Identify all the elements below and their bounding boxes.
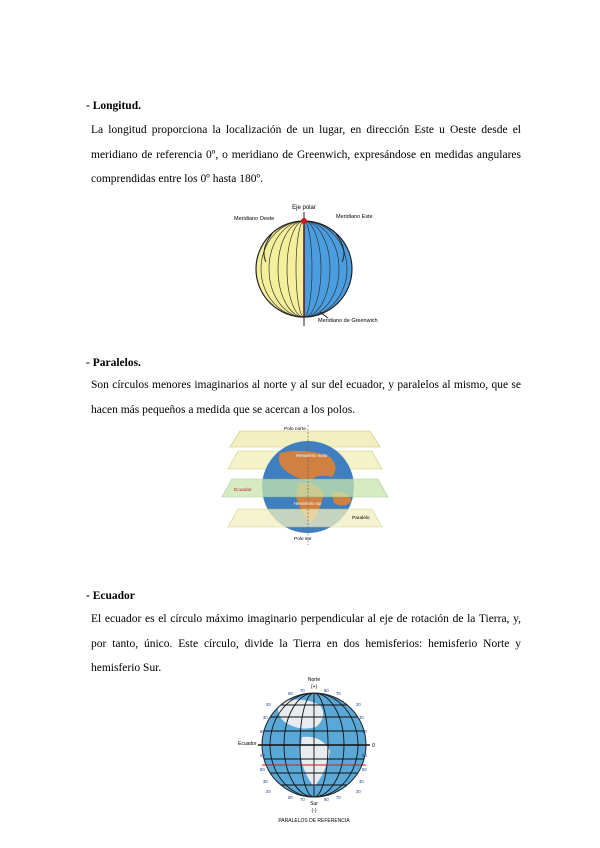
degree-label: 60 xyxy=(288,691,293,696)
degree-label: 70 xyxy=(336,795,341,800)
figure-parallels-planes xyxy=(220,423,390,548)
parallels-svg xyxy=(220,423,390,548)
label-sur: Sur xyxy=(310,801,318,807)
degree-label: 80 xyxy=(324,688,329,693)
label-norte: Norte xyxy=(307,677,321,683)
degree-label: 50 xyxy=(362,729,367,734)
degree-label: 70 xyxy=(300,688,305,693)
longitude-globe-svg xyxy=(232,200,382,332)
label-eje-polar: Eje polar xyxy=(292,205,316,211)
degree-label: 60 xyxy=(362,753,367,758)
degree-label: 50 xyxy=(260,767,265,772)
heading-paralelos: - Paralelos. xyxy=(86,357,141,369)
degree-label: 20 xyxy=(356,702,361,707)
symbol-minus: (-) xyxy=(311,808,317,814)
figure-reference-parallels xyxy=(238,673,378,823)
degree-label: 30 xyxy=(359,779,364,784)
degree-label: 30 xyxy=(263,779,268,784)
label-meridiano-este: Meridiano Este xyxy=(336,214,373,220)
symbol-zero: 0 xyxy=(372,743,376,749)
degree-label: 30 xyxy=(263,715,268,720)
symbol-plus: (+) xyxy=(310,684,318,690)
label-meridiano-oeste: Meridiano Oeste xyxy=(234,216,275,222)
label-paralelo: Paralelo xyxy=(352,516,370,521)
degree-label: 50 xyxy=(260,729,265,734)
label-polo-norte: Polo norte xyxy=(284,427,306,432)
degree-label: 60 xyxy=(260,753,265,758)
paragraph-paralelos: Son círculos menores imaginarios al norte y al sur del ecuador, y paralelos al mismo, que se hacen más pequeños a medida que se acercan a los polos. xyxy=(91,379,521,416)
degree-label: 30 xyxy=(359,715,364,720)
degree-label: 80 xyxy=(324,797,329,802)
reference-parallels-svg xyxy=(238,673,378,823)
label-ecuador-3: Ecuador xyxy=(238,741,257,747)
figure-longitude-globe xyxy=(232,200,382,332)
degree-label: 70 xyxy=(300,797,305,802)
caption-paralelos: PARALELOS DE REFERENCIA xyxy=(278,818,350,823)
label-greenwich: Meridiano de Greenwich xyxy=(318,318,378,324)
heading-ecuador: - Ecuador xyxy=(86,590,135,602)
degree-label: 20 xyxy=(266,702,271,707)
degree-label: 60 xyxy=(288,795,293,800)
label-hemisferio-norte: Hemisferio norte xyxy=(296,453,328,458)
heading-longitud: - Longitud. xyxy=(86,100,141,112)
degree-label: 50 xyxy=(362,767,367,772)
label-hemisferio-sur: Hemisferio sur xyxy=(294,501,322,506)
degree-label: 20 xyxy=(266,789,271,794)
label-polo-sur: Polo sur xyxy=(294,537,312,542)
degree-label: 70 xyxy=(336,691,341,696)
paragraph-longitud: La longitud proporciona la localización de un lugar, en dirección Este u Oeste desde el meridiano de referencia 0º, o meridiano de Greenwich, expresándose en medidas angulares comprendidas entre los 0º hasta 180º. xyxy=(91,124,521,185)
north-pole-dot xyxy=(301,218,307,224)
paragraph-ecuador: El ecuador es el círculo máximo imaginario perpendicular al eje de rotación de la Tierra, y, por tanto, único. Este círculo, divide la Tierra en dos hemisferios: hemisferio Norte y hemisferio Sur. xyxy=(91,613,521,674)
degree-label: 20 xyxy=(356,789,361,794)
label-ecuador: Ecuador xyxy=(234,488,252,493)
